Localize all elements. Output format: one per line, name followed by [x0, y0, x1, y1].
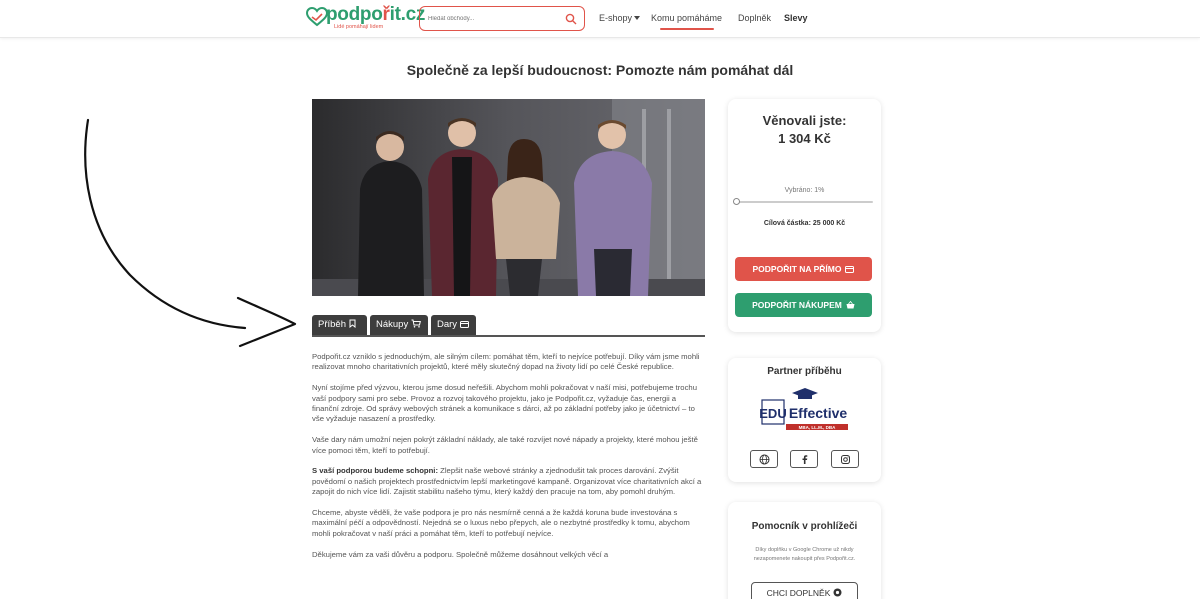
support-direct-label: PODPOŘIT NA PŘÍMO — [752, 264, 842, 274]
search-box[interactable] — [419, 6, 585, 31]
progress-track — [736, 201, 873, 203]
chrome-icon — [833, 588, 842, 597]
story-tabs — [312, 315, 705, 337]
story-article — [312, 352, 705, 570]
nav-eshopy-label: E-shopy — [599, 13, 633, 23]
article-paragraph: Chceme, abyste věděli, že vaše podpora je pro nás nesmírně cenná a že každá koruna bude investována s maximální péčí a odpovědností. Nejedná se o luxus nebo přepych, ale o nezbytné prostředky k tomu, abychom mohli pokračovat v naší práci a pomáhat těm, kteří to potřebují nejvíce. — [312, 508, 690, 538]
tab-pribeh-label: Příběh — [318, 319, 346, 330]
nav-doplnek[interactable]: Doplněk — [738, 13, 772, 23]
article-paragraph: Děkujeme vám za vaši důvěru a podporu. Společně můžeme dosáhnout velkých věcí a — [312, 549, 609, 559]
article-paragraph — [312, 466, 705, 497]
support-shopping-button[interactable] — [735, 293, 872, 317]
support-shopping-label: PODPOŘIT NÁKUPEM — [752, 300, 842, 310]
donation-card — [728, 99, 881, 332]
partner-title: Partner příběhu — [767, 366, 842, 377]
tab-pribeh[interactable] — [312, 315, 367, 335]
page-title: Společně za lepší budoucnost: Pomozte nám pomáhat dál — [406, 62, 794, 78]
logo-wordmark: podpořit.cz — [326, 4, 426, 25]
nav-komu-pomahame[interactable]: Komu pomáháme — [651, 13, 723, 23]
partner-card — [728, 358, 881, 482]
article-paragraph: Vaše dary nám umožní nejen pokrýt základní náklady, ale také rozvíjet nové nápady a projekty, které mohou ještě více pomoci těm, kteří to potřebují. — [312, 435, 698, 455]
facebook-icon — [799, 454, 810, 465]
edu-effective-logo[interactable] — [758, 386, 852, 434]
tab-nakupy[interactable] — [370, 315, 428, 335]
get-extension-button[interactable] — [751, 582, 858, 599]
donated-label: Věnovali jste: — [762, 113, 847, 128]
browser-helper-card — [728, 502, 881, 599]
instagram-icon — [840, 454, 851, 465]
svg-text:Effective: Effective — [788, 405, 848, 421]
tab-dary[interactable] — [431, 315, 476, 335]
get-extension-label: CHCI DOPLNĚK — [766, 588, 831, 598]
globe-icon — [759, 454, 770, 465]
facebook-link[interactable] — [790, 450, 818, 468]
active-nav-underline — [660, 28, 714, 30]
svg-text:EDU: EDU — [759, 406, 787, 421]
chevron-down-icon — [634, 16, 640, 20]
site-logo[interactable] — [306, 4, 426, 33]
team-photo — [312, 99, 705, 296]
article-paragraph: Podpořit.cz vzniklo s jednoduchým, ale silným cílem: pomáhat těm, kteří to nejvíce potřebují. Díky vám jsme mohli realizovat mnoho charitativních projektů, které měly skutečný dopad na životy lidí po celé České republice. — [312, 352, 700, 372]
tab-dary-label: Dary — [437, 319, 458, 330]
collected-percent: Vybráno: 1% — [784, 187, 825, 194]
heart-logo-icon — [306, 7, 328, 27]
basket-icon — [846, 301, 855, 309]
nav-slevy[interactable]: Slevy — [784, 13, 808, 23]
progress-knob — [733, 198, 740, 205]
nav-eshopy[interactable] — [599, 13, 640, 23]
search-icon[interactable] — [565, 13, 577, 25]
article-strong-lead: S vaší podporou budeme schopni: — [312, 466, 438, 476]
hand-drawn-arrow — [70, 110, 310, 360]
article-paragraph: Nyní stojíme před výzvou, kterou jsme dosud neřešili. Abychom mohli pokračovat v naší misi, potřebujeme trochu vaší podpory sami pro sebe. Provoz a rozvoj takového projektu, jako je Podpořit.cz, vyžaduje čas, energii a finanční zdroje. Od správy webových stránek a komunikace s dárci, až po základní potřeby jako je účetnictví – to vše vyžaduje nasazení a prostředky. — [312, 383, 697, 424]
cart-icon — [411, 319, 421, 328]
helper-title: Pomocník v prohlížeči — [751, 521, 858, 532]
logo-tagline: Lidé pomáhají lidem — [334, 24, 384, 30]
site-header — [0, 0, 1200, 38]
donated-amount: 1 304 Kč — [778, 131, 831, 146]
svg-text:MBA, LL.M., DBA: MBA, LL.M., DBA — [798, 425, 836, 430]
support-direct-button[interactable] — [735, 257, 872, 281]
tab-nakupy-label: Nákupy — [376, 319, 409, 330]
instagram-link[interactable] — [831, 450, 859, 468]
article-paragraph-text: Zlepšit naše webové stránky a zjednodušit tak proces darování. Zvýšit povědomí o našich projektech prostřednictvím lepší marketingové kampaně. Organizovat více charitativních akcí a zapojit do nich více lidí. Zajistit stabilitu našeho týmu, který každý den pracuje na tom, aby pomohl druhým. — [312, 466, 702, 497]
card-icon — [460, 321, 469, 328]
website-link[interactable] — [750, 450, 778, 468]
target-amount: Cílová částka: 25 000 Kč — [763, 220, 846, 227]
helper-text: Díky doplňku v Google Chrome už nikdy nezapomenete nakoupit přes Podpořit.cz. — [753, 547, 856, 562]
bookmark-icon — [349, 319, 356, 328]
search-input[interactable] — [428, 11, 558, 26]
card-icon — [845, 266, 854, 273]
